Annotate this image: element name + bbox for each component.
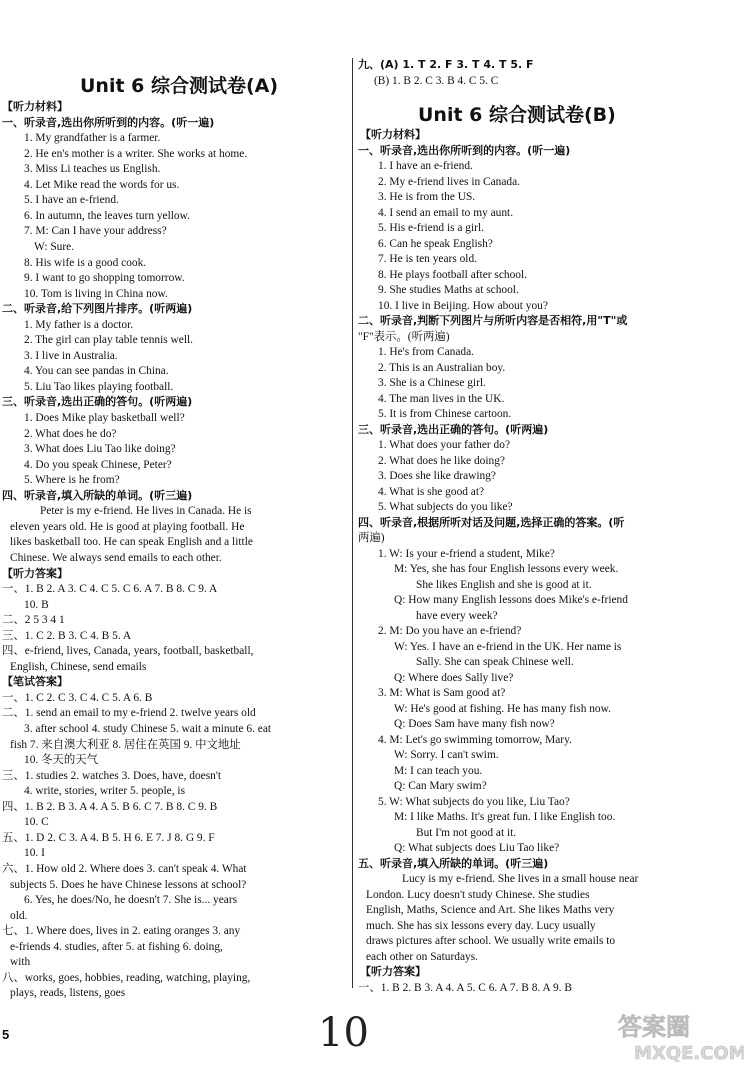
left-text-line: 一、听录音,选出你所听到的内容。(听一遍) (2, 115, 215, 129)
left-text-line: 3. after school 4. study Chinese 5. wait a minute 6. eat (24, 723, 272, 735)
left-text-line: likes basketball too. He can speak English and a little (10, 536, 253, 549)
right-text-line: 4. The man lives in the UK. (378, 392, 505, 405)
left-text-line: 2. The girl can play table tennis well. (24, 334, 194, 347)
left-text-line: 1. My grandfather is a farmer. (24, 132, 161, 145)
handwritten-number: 10 (318, 1010, 369, 1056)
right-text-line: have every week? (416, 609, 498, 622)
right-text-line: M: I can teach you. (394, 764, 483, 777)
left-text-line: 四、听录音,填入所缺的单词。(听三遍) (2, 488, 193, 502)
right-text-line: 3. Does she like drawing? (378, 470, 496, 482)
left-text-line: e-friends 4. studies, after 5. at fishing 6. doing, (10, 940, 223, 953)
right-text-line: Q: Where does Sally live? (394, 671, 514, 684)
right-text-line: 二、听录音,判断下列图片与所听内容是否相符,用"T"或 (358, 314, 628, 327)
left-text-line: 5. Where is he from? (24, 474, 120, 487)
left-text-line: 二、2 5 3 4 1 (2, 614, 65, 627)
left-text-line: 8. His wife is a good cook. (24, 256, 147, 269)
left-text-line: Peter is my e-friend. He lives in Canada. He is (40, 505, 252, 518)
left-text-line: 四、e-friend, lives, Canada, years, football, basketball, (2, 645, 254, 658)
left-text-line: 7. M: Can I have your address? (24, 225, 167, 238)
right-text-line: English, Maths, Science and Art. She likes Maths very (366, 904, 615, 916)
right-text-line: Lucy is my e-friend. She lives in a small house near (402, 873, 639, 885)
left-text-line: subjects 5. Does he have Chinese lessons at school? (10, 878, 247, 891)
right-text-line: Q: How many English lessons does Mike's e-friend (394, 594, 628, 606)
right-text-line: She likes English and she is good at it. (416, 578, 592, 591)
watermark-logo (612, 1005, 744, 1065)
left-text-line: 【听力材料】 (2, 100, 68, 113)
left-text-line: 10. I (24, 847, 45, 860)
left-text-line: old. (10, 909, 28, 922)
right-text-line: 一、1. B 2. B 3. A 4. A 5. C 6. A 7. B 8. A 9. B (358, 981, 572, 994)
left-text-line: 四、1. B 2. B 3. A 4. A 5. B 6. C 7. B 8. C 9. B (2, 800, 218, 813)
left-text-line: 三、1. C 2. B 3. C 4. B 5. A (2, 629, 132, 642)
left-text-line: 一、1. C 2. C 3. C 4. C 5. A 6. B (2, 691, 153, 704)
left-text-line: 一、1. B 2. A 3. C 4. C 5. C 6. A 7. B 8. C 9. A (2, 583, 218, 596)
right-text-line: 9. She studies Maths at school. (378, 284, 519, 296)
left-text-line: 10. Tom is living in China now. (24, 287, 168, 300)
left-text-line: 10. C (24, 816, 49, 829)
right-text-line: 4. I send an email to my aunt. (378, 206, 514, 219)
left-text-line: 3. What does Liu Tao like doing? (24, 443, 176, 456)
left-text-line: 五、1. D 2. C 3. A 4. B 5. H 6. E 7. J 8. G 9. F (2, 831, 215, 844)
left-text-line: 1. My father is a doctor. (24, 318, 134, 331)
left-text-line: 5. Liu Tao likes playing football. (24, 380, 174, 393)
right-text-line: 6. Can he speak English? (378, 237, 493, 250)
left-text-line: 4. Do you speak Chinese, Peter? (24, 458, 172, 471)
left-text-line: 9. I want to go shopping tomorrow. (24, 272, 185, 285)
left-text-line: Chinese. We always send emails to each other. (10, 551, 222, 564)
right-text-line: 3. She is a Chinese girl. (378, 377, 486, 389)
watermark-text: 答案圈 (618, 1013, 690, 1041)
left-text-line: 3. I live in Australia. (24, 349, 118, 362)
left-text-line: 4. write, stories, writer 5. people, is (24, 785, 186, 798)
right-text-line: 两遍) (358, 532, 385, 544)
right-text-line: 1. What does your father do? (378, 439, 511, 451)
right-text-line: 4. What is she good at? (378, 485, 485, 498)
right-text-line: 1. W: Is your e-friend a student, Mike? (378, 547, 555, 560)
right-text-line: 5. What subjects do you like? (378, 501, 513, 513)
left-text-line: 4. You can see pandas in China. (24, 365, 169, 378)
right-text-line: But I'm not good at it. (416, 826, 517, 839)
right-text-line: 5. His e-friend is a girl. (378, 222, 484, 234)
left-text-line: 2. What does he do? (24, 427, 117, 440)
page-number: 5 (2, 1027, 10, 1042)
right-text-line: 【听力材料】 (360, 128, 426, 141)
left-text-line: plays, reads, listens, goes (10, 987, 126, 1000)
left-text-line: 【听力答案】 (2, 566, 68, 580)
left-text-line: 3. Miss Li teaches us English. (24, 163, 161, 176)
left-text-line: eleven years old. He is good at playing football. He (10, 520, 245, 533)
right-text-line: M: Yes, she has four English lessons every week. (394, 563, 619, 575)
right-text-line: draws pictures after school. We usually write emails to (366, 935, 616, 947)
left-text-line: English, Chinese, send emails (10, 660, 147, 673)
right-text-line: London. Lucy doesn't study Chinese. She studies (366, 888, 590, 901)
left-text-line: 二、听录音,给下列图片排序。(听两遍) (2, 302, 193, 316)
right-text-line: 九、(A) 1. T 2. F 3. T 4. T 5. F (358, 58, 534, 71)
left-text-line: 6. Yes, he does/No, he doesn't 7. She is... years (24, 894, 238, 907)
left-text-line: 10. 冬天的天气 (24, 754, 99, 767)
left-text-line: 六、1. How old 2. Where does 3. can't speak 4. What (2, 862, 247, 875)
left-text-line: 6. In autumn, the leaves turn yellow. (24, 209, 190, 222)
right-text-line: 1. He's from Canada. (378, 346, 474, 358)
left-text-line: 三、听录音,选出正确的答句。(听两遍) (2, 395, 193, 409)
left-text-line: 5. I have an e-friend. (24, 194, 119, 207)
right-text-line: 8. He plays football after school. (378, 268, 527, 281)
right-text-line: 五、听录音,填入所缺的单词。(听三遍) (358, 856, 549, 870)
test-b-title: Unit 6 综合测试卷(B) (418, 104, 616, 126)
right-text-line: 3. M: What is Sam good at? (378, 687, 506, 699)
right-text-line: 1. I have an e-friend. (378, 160, 473, 172)
right-text-line: 2. This is an Australian boy. (378, 361, 506, 374)
right-text-line: 4. M: Let's go swimming tomorrow, Mary. (378, 733, 572, 746)
right-text-line: Sally. She can speak Chinese well. (416, 656, 574, 668)
left-text-line: 八、works, goes, hobbies, reading, watching, playing, (2, 971, 251, 984)
right-text-line: 5. W: What subjects do you like, Liu Tao? (378, 795, 570, 808)
left-text-line: 【笔试答案】 (2, 675, 68, 689)
left-text-line: 二、1. send an email to my e-friend 2. twelve years old (2, 707, 256, 720)
column-divider (352, 58, 353, 988)
left-text-line: W: Sure. (34, 240, 75, 253)
left-text-line: 1. Does Mike play basketball well? (24, 412, 185, 424)
left-text-line: fish 7. 来自澳大利亚 8. 居住在英国 9. 中文地址 (10, 738, 241, 751)
watermark-url: MXQE.COM (634, 1043, 744, 1064)
right-text-line: W: He's good at fishing. He has many fish now. (394, 702, 611, 715)
right-text-line: 四、听录音,根据所听对话及问题,选择正确的答案。(听 (358, 515, 625, 529)
right-text-line: M: I like Maths. It's great fun. I like English too. (394, 811, 616, 823)
left-text-line: with (10, 956, 31, 969)
left-text-line: 七、1. Where does, lives in 2. eating oranges 3. any (2, 925, 241, 938)
left-text-line: 4. Let Mike read the words for us. (24, 178, 180, 191)
right-text-line: W: Yes. I have an e-friend in the UK. Her name is (394, 640, 622, 653)
right-text-line: Q: What subjects does Liu Tao like? (394, 842, 560, 854)
right-text-line: 三、听录音,选出正确的答句。(听两遍) (358, 422, 549, 436)
right-text-line: 【听力答案】 (360, 965, 426, 978)
right-text-line: each other on Saturdays. (366, 950, 478, 963)
right-text-line: W: Sorry. I can't swim. (394, 749, 499, 761)
left-text-line: 10. B (24, 598, 49, 611)
right-text-line: "F"表示。(听两遍) (358, 330, 450, 343)
right-text-line: Q: Can Mary swim? (394, 780, 487, 792)
left-text-line: 2. He en's mother is a writer. She works at home. (24, 147, 248, 160)
right-text-line: 7. He is ten years old. (378, 253, 478, 265)
right-text-line: (B) 1. B 2. C 3. B 4. C 5. C (374, 75, 499, 87)
right-text-line: 10. I live in Beijing. How about you? (378, 299, 548, 312)
right-text-line: much. She has six lessons every day. Lucy usually (366, 919, 596, 932)
right-text-line: 5. It is from Chinese cartoon. (378, 408, 512, 420)
right-text-line: 2. What does he like doing? (378, 454, 505, 467)
right-text-line: Q: Does Sam have many fish now? (394, 718, 555, 730)
right-text-line: 一、听录音,选出你所听到的内容。(听一遍) (358, 143, 571, 157)
right-text-line: 2. M: Do you have an e-friend? (378, 625, 522, 637)
right-text-line: 3. He is from the US. (378, 191, 476, 203)
test-a-title: Unit 6 综合测试卷(A) (80, 75, 279, 97)
left-text-line: 三、1. studies 2. watches 3. Does, have, doesn't (2, 769, 222, 782)
right-text-line: 2. My e-friend lives in Canada. (378, 175, 521, 188)
